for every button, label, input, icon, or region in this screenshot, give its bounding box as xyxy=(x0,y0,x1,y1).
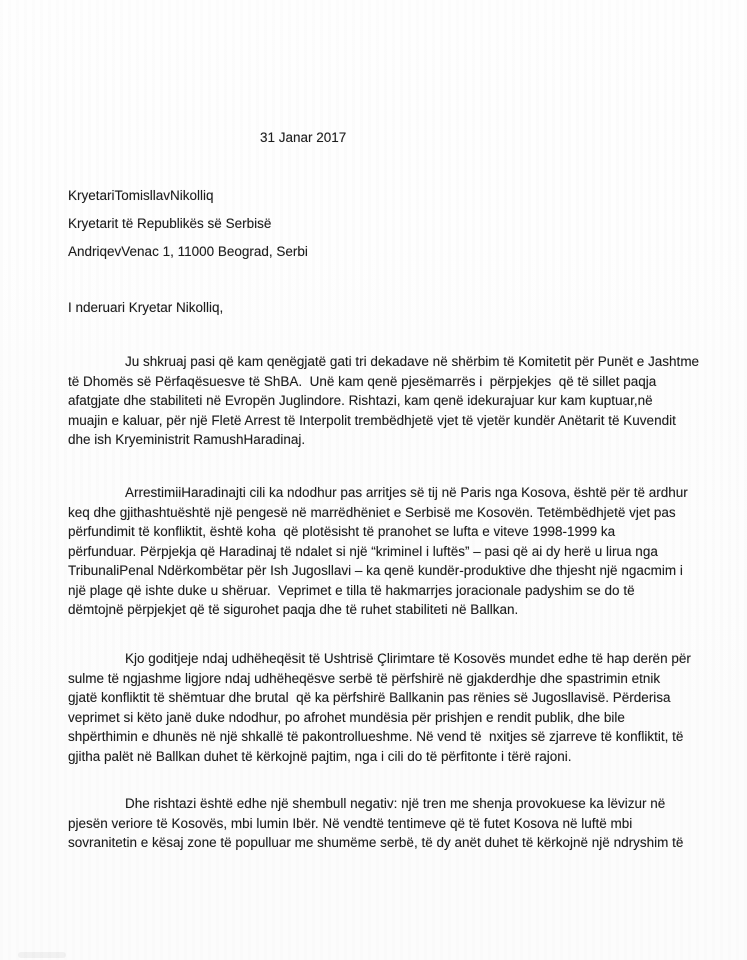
paragraph-line: pjesën veriore të Kosovës, mbi lumin Ibër. Në vendtë tentimeve që të futet Kosova në luftë mbi xyxy=(68,815,633,831)
paragraph-line: ArrestimiiHaradinajti cili ka ndodhur pas arritjes së tij në Paris nga Kosova, është për të ardhur xyxy=(125,485,688,500)
paragraph-line: dëmtojnë përpjekjet që të sigurohet paqja dhe të ruhet stabiliteti në Ballkan. xyxy=(68,602,519,617)
paragraph-line: Kjo goditjeje ndaj udhëheqësit të Ushtrisë Çlirimtare të Kosovës mundet edhe të hap derën për xyxy=(125,651,691,666)
paragraph-line: Ju shkruaj pasi që kam qenëgjatë gati tri dekadave në shërbim të Komitetit për Punët e Jashtme xyxy=(125,354,700,369)
paragraph-line: përfunduar. Përpjekja që Haradinaj të ndalet si një “kriminel i luftës” – pasi që ai dy herë u lirua nga xyxy=(68,543,658,559)
paragraph-line: sovranitetin e kësaj zone të populluar me shumëme serbë, të dy anët duhet të kërkojnë një ndryshim të xyxy=(68,835,684,850)
paragraph-line: Dhe rishtazi është edhe një shembull negativ: një tren me shenja provokuese ka lëvizur në xyxy=(125,796,666,811)
recipient-line: Kryetarit të Republikës së Serbisë xyxy=(68,216,272,231)
scan-smudge xyxy=(18,952,66,958)
salutation: I nderuari Kryetar Nikolliq, xyxy=(68,300,224,315)
paragraph-line: TribunaliPenal Ndërkombëtar për Ish Jugosllavi – ka qenë kundër-produktive dhe thjesht një ngacmim i xyxy=(68,563,683,578)
paragraph-line: veprimet si këto janë duke ndodhur, po afrohet mundësia për prishjen e rendit publik, dhe bile xyxy=(68,709,625,725)
paragraph-line: të Dhomës së Përfaqësuesve të ShBA. Unë kam qenë pjesëmarrës i përpjekjes që të sillet paqja xyxy=(68,373,657,389)
letter-date: 31 Janar 2017 xyxy=(260,130,347,145)
letter-paragraph xyxy=(68,483,708,620)
paragraph-line: shpërthimin e dhunës në një shkallë të pakontrollueshme. Në vend të nxitjes së zjarreve të konfliktit, të xyxy=(68,729,684,744)
paragraph-line: dhe ish Kryeministrit RamushHaradinaj. xyxy=(68,432,306,447)
paragraph-line: gjatë konfliktit të shëmtuar dhe brutal që ka përfshirë Ballkanin pas rënies së Jugosllavisë. Përderisa xyxy=(68,690,671,705)
paragraph-line: sulme të ngjashme ligjore ndaj udhëheqësve serbë të përfshirë në gjakderdhje dhe spastrimin etnik xyxy=(68,670,661,686)
paragraph-line: keq dhe gjithashtuështë një pengesë në marrëdhëniet e Serbisë me Kosovën. Tetëmbëdhjetë vjet pas xyxy=(68,504,676,520)
paragraph-line: përfundimit të konfliktit, është koha që plotësisht të pranohet se lufta e viteve 1998-1999 ka xyxy=(68,524,616,539)
paragraph-line: muajin e kaluar, për një Fletë Arrest të Interpolit trembëdhjetë vjet të vjetër kundër Anëtarit të Kuvendit xyxy=(68,412,676,428)
paragraph-line: afatgjate dhe stabiliteti në Evropën Juglindore. Rishtazi, kam qenë idekurajuar kur kam kuptuar,në xyxy=(68,393,653,408)
recipient-line: AndriqevVenac 1, 11000 Beograd, Serbi xyxy=(68,244,308,259)
paragraph-line: gjitha palët në Ballkan duhet të kërkojnë pajtim, nga i cili do të përfitonte i tërë rajoni. xyxy=(68,748,572,764)
recipient-line: KryetariTomisllavNikolliq xyxy=(68,188,214,203)
letter-paragraph xyxy=(68,649,708,766)
letter-paragraph xyxy=(68,794,708,853)
recipient-address-block xyxy=(68,186,308,270)
paragraph-line: një plage që ishte duke u shëruar. Veprimet e tilla të hakmarrjes joracionale padyshim se do të xyxy=(68,582,635,598)
letter-paragraph xyxy=(68,352,708,450)
